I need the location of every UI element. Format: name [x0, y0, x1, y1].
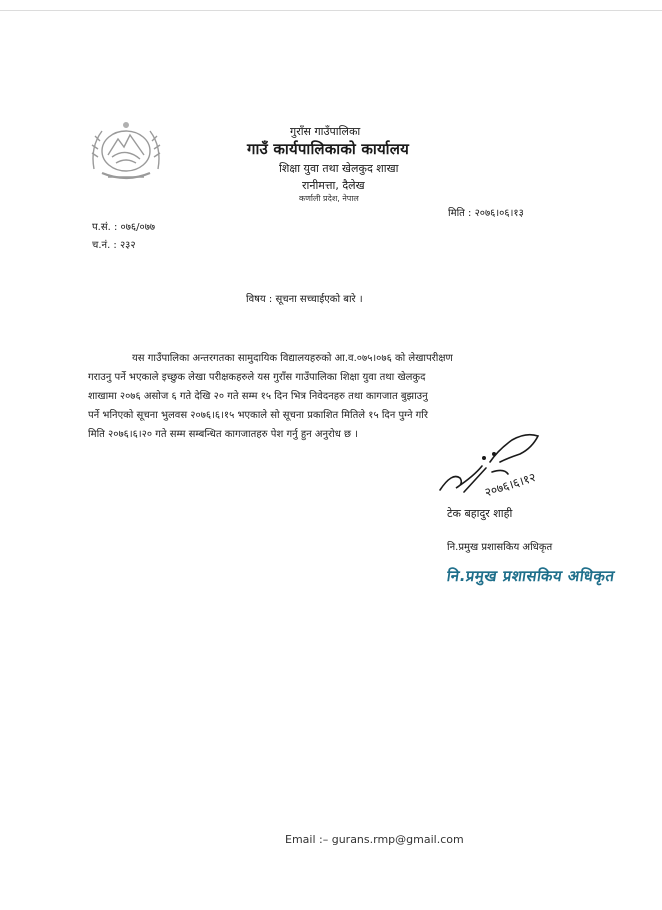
signatory-designation: नि.प्रमुख प्रशासकिय अधिकृत [447, 542, 553, 553]
handwritten-signature [434, 428, 564, 503]
province-name: कर्णाली प्रदेश, नेपाल [299, 194, 359, 203]
body-line: शाखामा २०७६ असोज ६ गते देखि २० गते सम्म १५ दिन भित्र निवेदनहरु तथा कागजात बुझाउनु [88, 391, 428, 402]
letter-subject: विषय : सूचना सच्चाईएको बारे । [246, 294, 363, 305]
signature-date: २०७६।६।१२ [482, 470, 538, 500]
reference-number: प.सं. : ०७६/०७७ [92, 222, 156, 233]
branch-name: शिक्षा युवा तथा खेलकुद शाखा [279, 162, 399, 175]
body-line: मिति २०७६।६।२० गते सम्म सम्बन्धित कागजातहरु पेश गर्नु हुन अनुरोध छ । [88, 429, 359, 440]
office-address: रानीमत्ता, दैलेख [302, 179, 365, 192]
body-line: गराउनु पर्ने भएकाले इच्छुक लेखा परीक्षकहरुले यस गुराँस गाउँपालिका शिक्षा युवा तथा खेलकुद [88, 372, 426, 383]
footer-email[interactable]: Email :– gurans.rmp@gmail.com [285, 833, 464, 846]
scan-edge-line [0, 10, 662, 11]
office-name: गाउँ कार्यपालिकाको कार्यालय [247, 140, 410, 158]
body-line: यस गाउँपालिका अन्तरगतका सामुदायिक विद्यालयहरुको आ.व.०७५।०७६ को लेखापरीक्षण [132, 353, 453, 364]
nepal-emblem-logo [86, 117, 166, 189]
letter-date: मिति : २०७६।०६।१३ [448, 208, 524, 219]
designation-stamp: नि.प्रमुख प्रशासकिय अधिकृत [445, 567, 616, 585]
dispatch-number: च.नं. : २३२ [92, 240, 136, 251]
body-line: पर्ने भनिएको सूचना भुलवस २०७६।६।१५ भएकाले सो सूचना प्रकाशित मितिले १५ दिन पुग्ने गरि [88, 410, 428, 421]
signatory-name: टेक बहादुर शाही [447, 507, 513, 520]
municipality-name: गुराँस गाउँपालिका [290, 125, 361, 138]
